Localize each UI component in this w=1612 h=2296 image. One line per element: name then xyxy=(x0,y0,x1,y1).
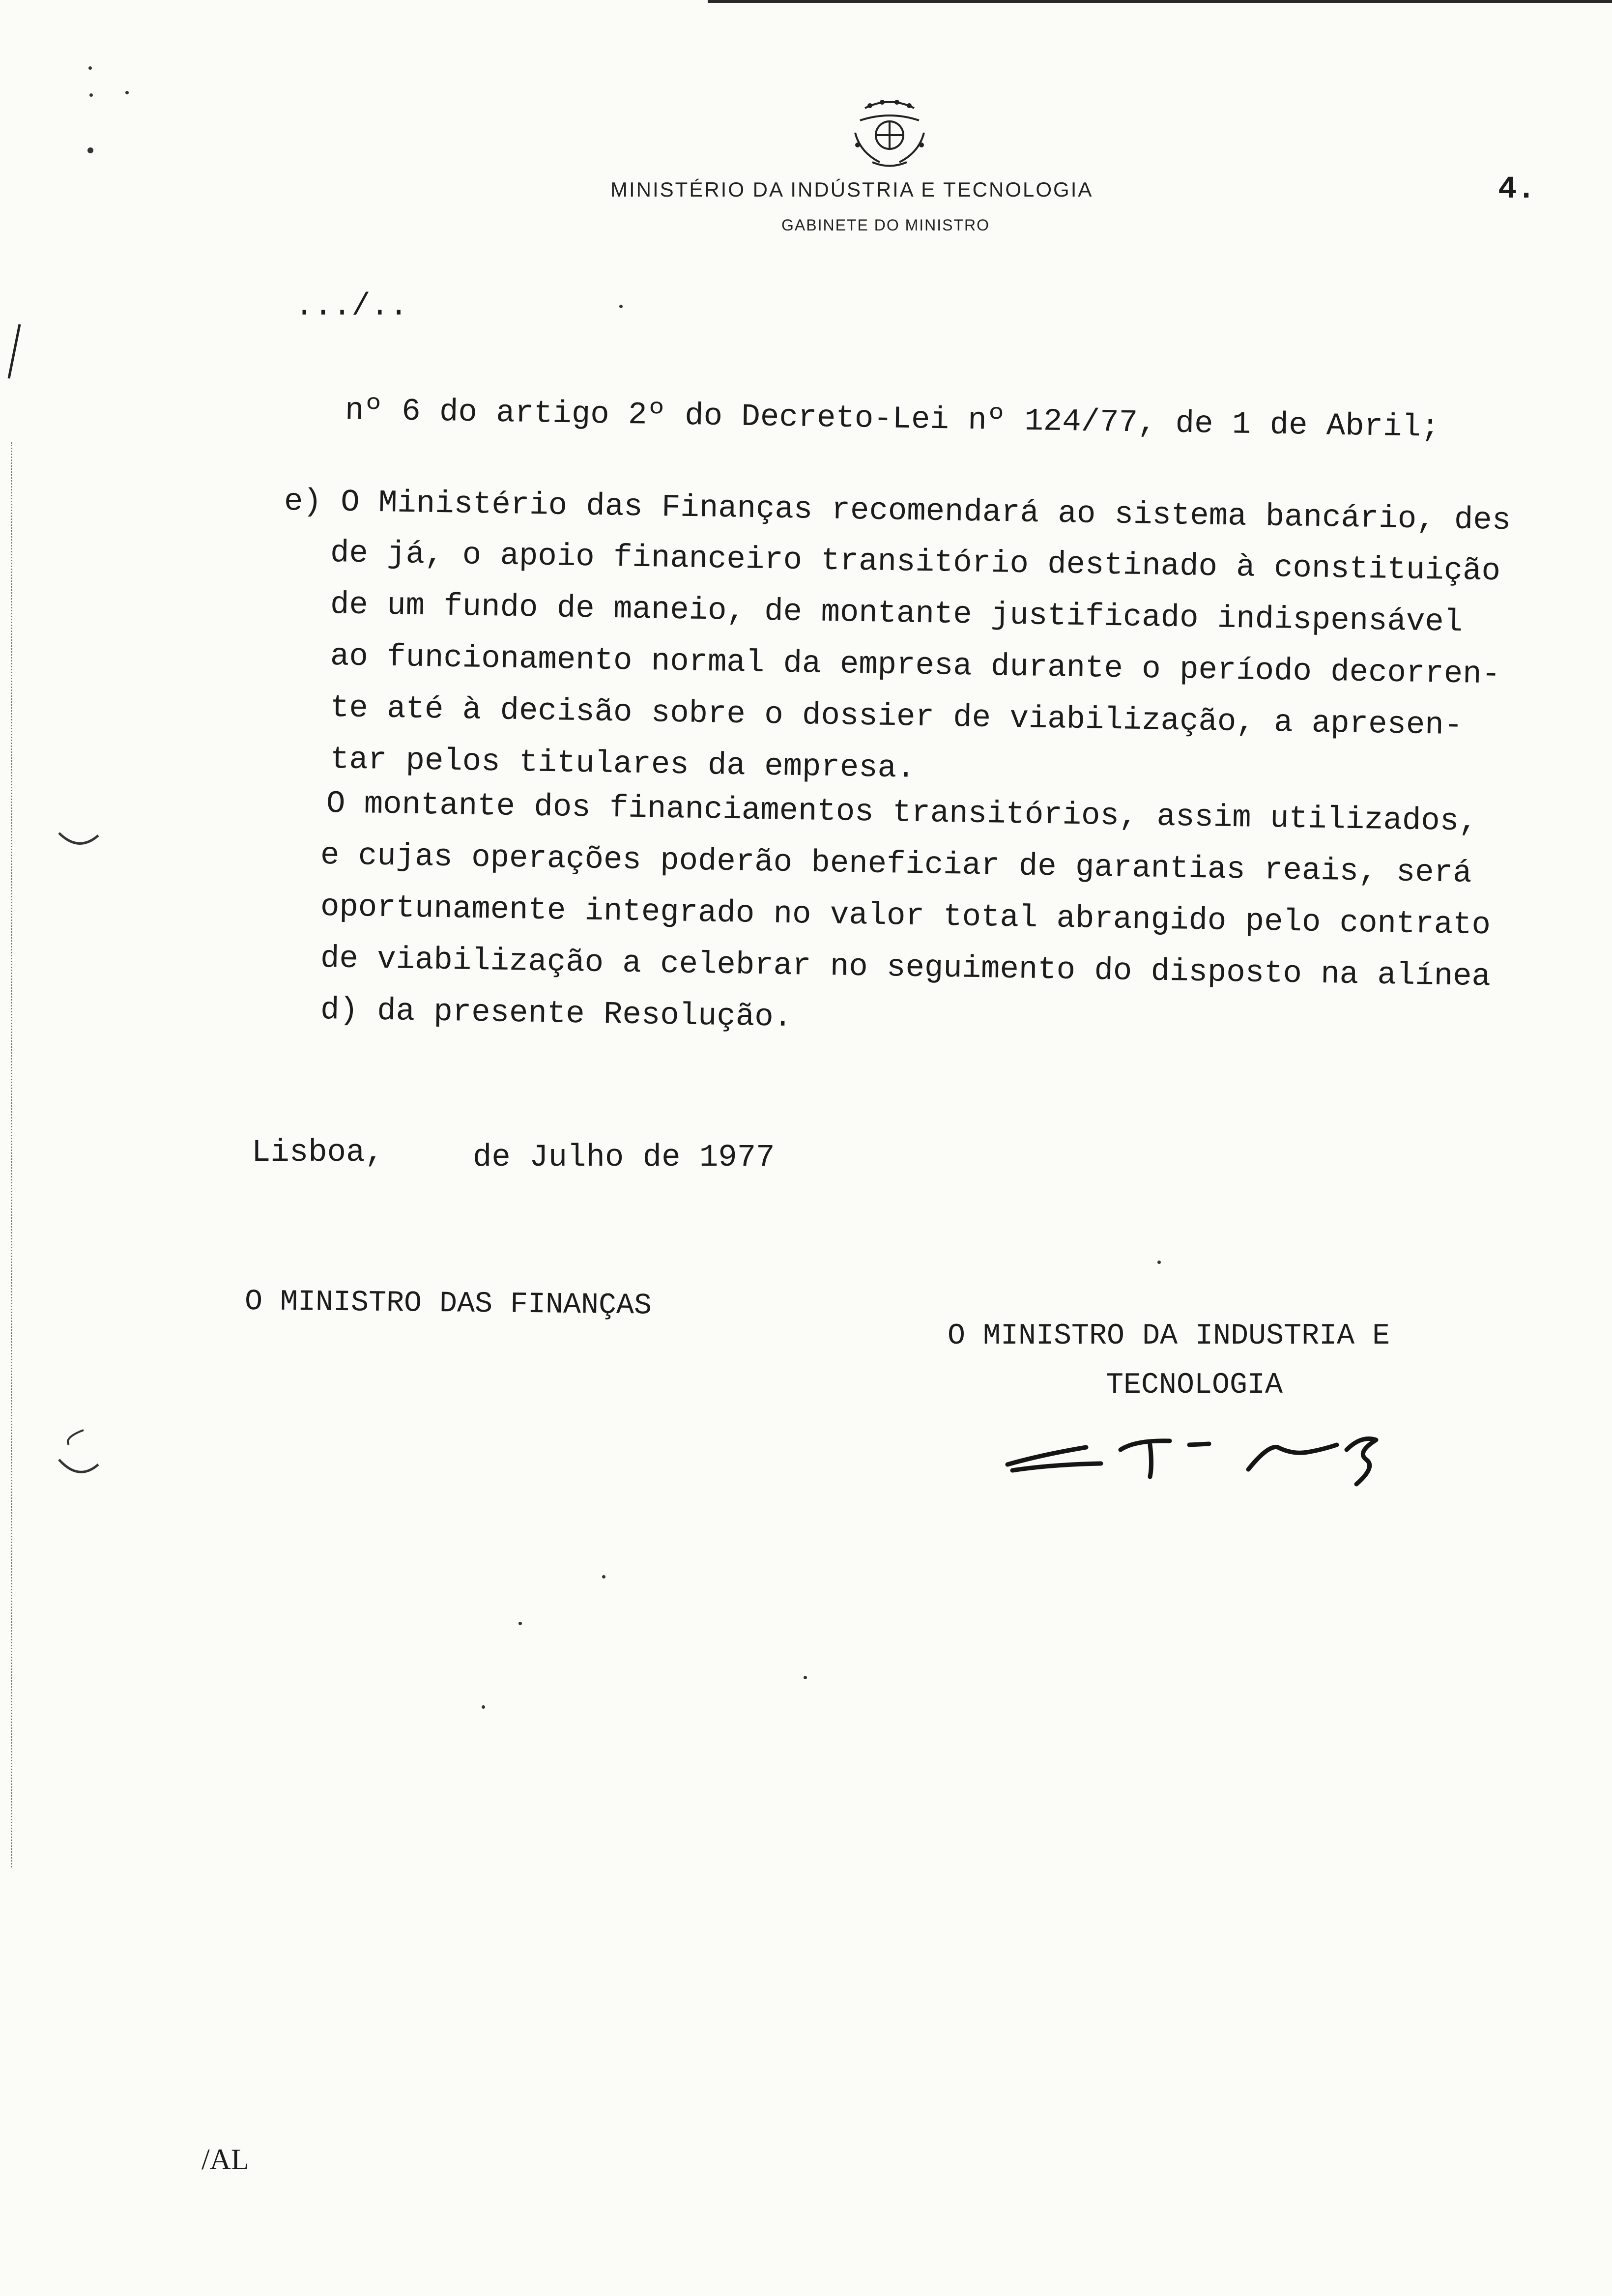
body-line-4: de um fundo de maneio, de montante justificado indispensável xyxy=(330,587,1463,641)
scan-speck xyxy=(619,305,623,308)
scan-speck xyxy=(89,93,93,97)
margin-slash-mark xyxy=(0,319,29,383)
top-rule xyxy=(708,0,1612,3)
signature-label-industry-2: TECNOLOGIA xyxy=(1106,1369,1283,1402)
scan-edge-artifact xyxy=(11,442,14,1867)
signature-label-industry: O MINISTRO DA INDUSTRIA E xyxy=(948,1320,1390,1353)
body-line-10: oportunamente integrado no valor total abrangido pelo contrato xyxy=(320,890,1491,944)
scan-speck xyxy=(804,1676,807,1679)
handwritten-signature xyxy=(1003,1425,1396,1494)
continuation-mark: .../.. xyxy=(295,289,408,324)
body-line-11: de viabilização a celebrar no seguimento do disposto na alínea xyxy=(320,941,1491,995)
body-line-8: O montante dos financiamentos transitórios, assim utilizados, xyxy=(326,786,1478,840)
hole-punch-mark-2 xyxy=(54,1425,103,1484)
scan-speck xyxy=(482,1705,485,1709)
letterhead-office: GABINETE DO MINISTRO xyxy=(781,216,990,234)
dateline-place: Lisboa, xyxy=(252,1135,384,1171)
body-line-9: e cujas operações poderão beneficiar de garantias reais, será xyxy=(320,838,1472,891)
coat-of-arms-emblem xyxy=(845,98,934,172)
hole-punch-mark xyxy=(54,826,103,855)
body-line-6: te até à decisão sobre o dossier de viabilização, a apresen- xyxy=(330,690,1463,744)
page-number: 4. xyxy=(1498,172,1536,207)
scan-speck xyxy=(125,91,129,94)
body-line-12: d) da presente Resolução. xyxy=(320,993,793,1036)
body-line-2: e) O Ministério das Finanças recomendará ao sistema bancário, des xyxy=(284,484,1511,539)
scan-speck xyxy=(88,66,92,70)
scan-speck xyxy=(602,1575,605,1578)
scan-speck xyxy=(87,147,93,153)
typist-initials: /AL xyxy=(202,2143,249,2176)
scan-speck xyxy=(1157,1261,1161,1264)
letterhead-ministry: MINISTÉRIO DA INDÚSTRIA E TECNOLOGIA xyxy=(610,178,1094,201)
body-line-7: tar pelos titulares da empresa. xyxy=(330,742,916,787)
scan-speck xyxy=(518,1622,522,1625)
dateline-date: de Julho de 1977 xyxy=(473,1140,775,1176)
signature-label-finance: O MINISTRO DAS FINANÇAS xyxy=(244,1285,652,1323)
body-line-3: de já, o apoio financeiro transitório destinado à constituição xyxy=(330,536,1501,590)
body-line-1: nº 6 do artigo 2º do Decreto-Lei nº 124/77, de 1 de Abril; xyxy=(345,393,1440,446)
body-line-5: ao funcionamento normal da empresa durante o período decorren- xyxy=(330,639,1501,693)
